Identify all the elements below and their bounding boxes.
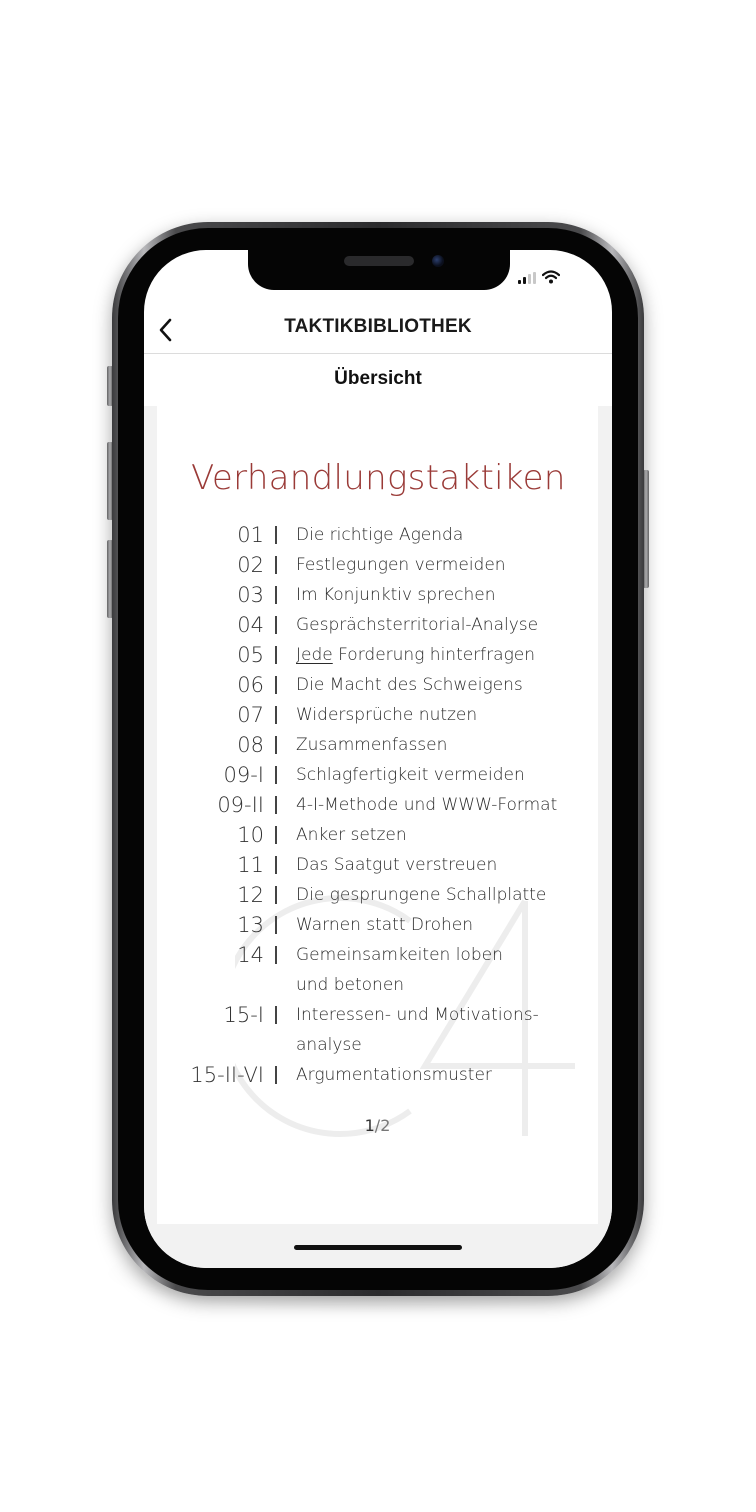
toc-number: 15-I [223,1003,264,1027]
toc-label: Im Konjunktiv sprechen [296,585,496,605]
separator [275,916,277,934]
toc-label [296,640,586,670]
toc-number: 05 [237,643,264,667]
toc-number: 15-II-VI [190,1063,264,1087]
underlined-word: Jede [296,645,333,665]
separator [275,616,277,634]
toc-label: Festlegungen vermeiden [296,555,506,575]
toc-number: 03 [237,583,264,607]
toc-number: 10 [237,823,264,847]
toc-label: Anker setzen [296,825,407,845]
notch [248,250,510,290]
separator [275,856,277,874]
document-page[interactable] [157,406,598,1224]
toc-number: 13 [237,913,264,937]
toc-item[interactable] [157,730,598,760]
separator [275,556,277,574]
separator [275,586,277,604]
toc-label: Warnen statt Drohen [296,915,474,935]
separator [275,736,277,754]
toc-label: Schlagfertigkeit vermeiden [296,765,525,785]
toc-number: 06 [237,673,264,697]
toc-item[interactable] [157,520,598,550]
toc-item[interactable] [157,700,598,730]
current-page: 1 [364,1116,375,1135]
front-camera [432,255,444,267]
page-subtitle: Übersicht [334,368,422,389]
toc-label: Zusammenfassen [296,735,448,755]
separator [275,886,277,904]
toc-number: 08 [237,733,264,757]
toc-item[interactable] [157,940,598,1000]
toc-label: Gemeinsamkeiten loben und betonen [296,945,503,995]
toc-label: Gesprächsterritorial-Analyse [296,615,539,635]
toc-number: 04 [237,613,264,637]
table-of-contents [157,520,598,1090]
page-indicator [157,1116,598,1135]
cellular-signal-icon [518,272,536,284]
separator [275,826,277,844]
toc-number: 09-II [217,793,264,817]
toc-number: 02 [237,553,264,577]
toc-label: Das Saatgut verstreuen [296,855,498,875]
separator [275,526,277,544]
separator [275,1066,277,1084]
toc-number: 12 [237,883,264,907]
home-indicator[interactable] [294,1245,462,1250]
separator [275,1006,277,1024]
toc-item[interactable] [157,790,598,820]
toc-number: 14 [237,943,264,967]
toc-label: Interessen- und Motivations-analyse [296,1005,539,1055]
toc-item[interactable] [157,550,598,580]
toc-label: Die gesprungene Schallplatte [296,885,547,905]
earpiece-speaker [344,256,414,266]
toc-item[interactable] [157,880,598,910]
toc-item[interactable] [157,1000,598,1060]
separator [275,676,277,694]
toc-label: Widersprüche nutzen [296,705,478,725]
separator [275,766,277,784]
toc-label: Die Macht des Schweigens [296,675,523,695]
total-pages: /2 [374,1116,391,1135]
toc-number: 07 [237,703,264,727]
toc-item[interactable] [157,1060,598,1090]
toc-item[interactable] [157,850,598,880]
toc-item[interactable] [157,760,598,790]
toc-item[interactable] [157,910,598,940]
separator [275,646,277,664]
toc-number: 01 [237,523,264,547]
toc-number: 11 [237,853,264,877]
toc-item[interactable] [157,580,598,610]
toc-item[interactable] [157,610,598,640]
separator [275,706,277,724]
status-bar [518,270,560,284]
toc-item[interactable] [157,640,598,670]
toc-number: 09-I [223,763,264,787]
toc-label: 4-I-Methode und WWW-Format [296,795,558,815]
wifi-icon [542,270,560,284]
toc-item[interactable] [157,820,598,850]
separator [275,796,277,814]
toc-item[interactable] [157,670,598,700]
document-heading: Verhandlungstaktiken [191,458,566,498]
app-header [144,308,612,354]
toc-label: Die richtige Agenda [296,525,464,545]
app-title: TAKTIKBIBLIOTHEK [284,316,472,337]
phone-screen [144,250,612,1268]
separator [275,946,277,964]
toc-label: Argumentationsmuster [296,1065,492,1085]
label-rest: Forderung hinterfragen [332,645,536,665]
